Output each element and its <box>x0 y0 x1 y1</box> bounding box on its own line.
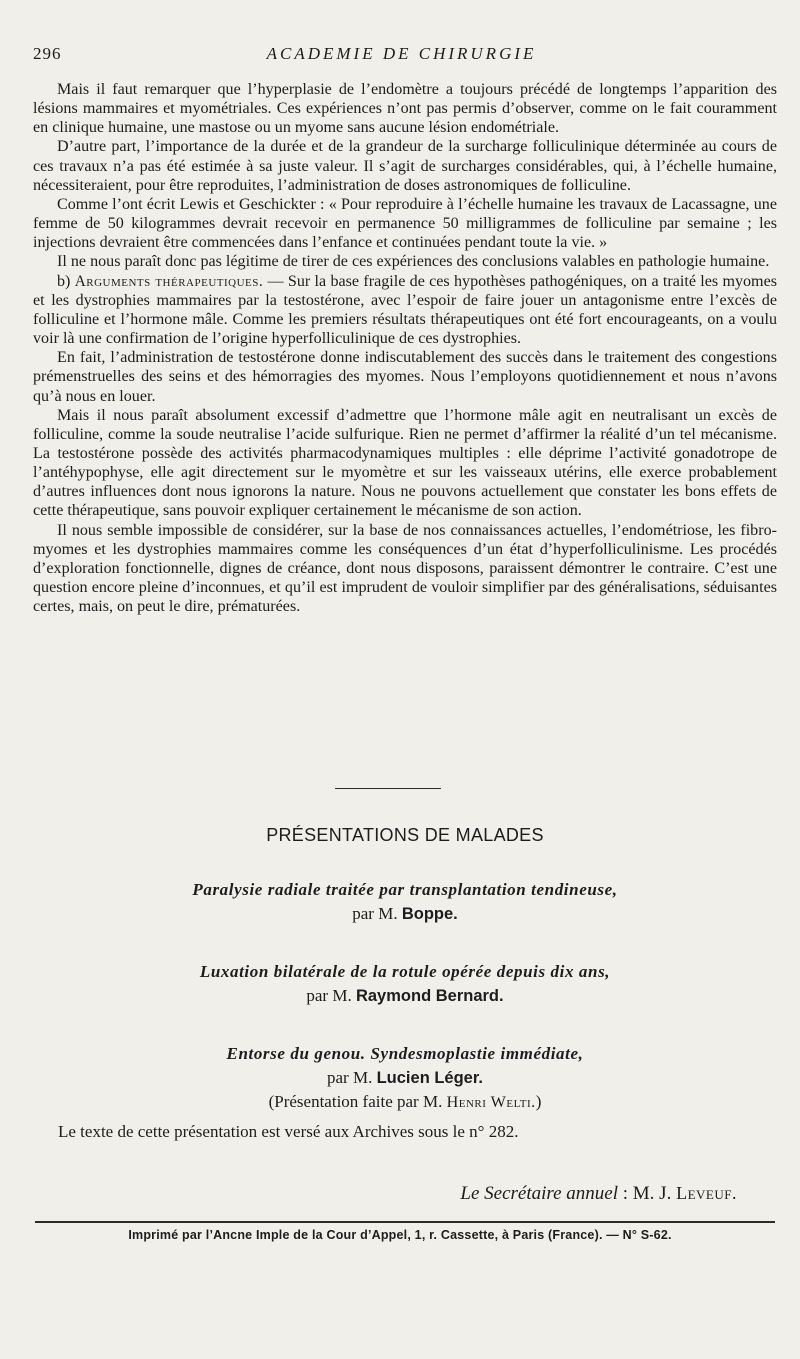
paragraph: Mais il faut remarquer que l’hyperplasie de l’endomètre a toujours précédé de longtemps l’apparition des lésions mammaires et myométriales. Ces expériences n’ont pas permis d’observer, comme on le fait couramment en clinique humaine, une mastose ou un myome sans aucune lésion endométriale. <box>33 81 777 137</box>
paragraph: D’autre part, l’importance de la durée et de la grandeur de la surcharge folliculinique déterminée au cours de ces travaux n’a pas été estimée à sa juste valeur. Il s’agit de surcharges considérables, qui, à l’échelle humaine, nécessiteraient, pour être reproduites, l’administration de doses astronomiques de folliculine. <box>33 138 777 194</box>
presentation-title: Entorse du genou. Syndesmoplastie immédiate, <box>226 1044 584 1063</box>
signature-role: Le Secrétaire annuel <box>460 1183 618 1204</box>
article-body <box>33 80 777 616</box>
presentation-note: (Présentation faite par M. Henri Welti.) <box>268 1092 542 1111</box>
running-title: ACADEMIE DE CHIRURGIE <box>266 44 537 63</box>
presenter-name: Henri Welti. <box>446 1094 536 1111</box>
paragraph: Il nous semble impossible de considérer, sur la base de nos connaissances actuelles, l’endométriose, les fibro-myomes et les dystrophies mammaires comme les conséquences d’un état d’hyperfolliculinisme. Les procédés d’exploration fonctionnelle, dignes de créance, dont nous disposons, paraissent démontrer le contraire. C’est une question encore pleine d’inconnues, et qu’il est imprudent de vouloir simplifier par des généralisations, séduisantes certes, mais, on peut le dire, prématurées. <box>33 521 777 616</box>
paragraph: En fait, l’administration de testostérone donne indiscutablement des succès dans le traitement des congestions prémenstruelles des seins et des hémorragies des myomes. Nous l’employons quotidiennement et nous n’avons qu’à nous en louer. <box>33 349 777 405</box>
footer-divider <box>35 1221 775 1223</box>
signature: Le Secrétaire annuel : M. J. Leveuf. <box>460 1183 737 1204</box>
paragraph: Il ne nous paraît donc pas légitime de tirer de ces expériences des conclusions valables en pathologie humaine. <box>57 253 770 271</box>
presentation-author: par M. Lucien Léger. <box>327 1068 483 1087</box>
presentation-author: par M. Boppe. <box>352 904 458 923</box>
archive-note: Le texte de cette présentation est versé aux Archives sous le n° 282. <box>58 1122 519 1141</box>
section-title: PRÉSENTATIONS DE MALADES <box>266 825 544 845</box>
page-header <box>33 44 770 68</box>
presentation-title: Paralysie radiale traitée par transplantation tendineuse, <box>192 880 618 899</box>
presentation-title: Luxation bilatérale de la rotule opérée depuis dix ans, <box>199 962 611 981</box>
author-name: Raymond Bernard. <box>355 987 504 1005</box>
presentations-section <box>33 822 777 1114</box>
paragraph: Comme l’ont écrit Lewis et Geschickter : « Pour reproduire à l’échelle humaine les travaux de Lacassagne, une femme de 50 kilogrammes devrait recevoir en permanence 50 milligrammes de folliculine par semaine ; les injections devraient être commencées dans l’enfance et continuées pendant toute la vie. » <box>33 195 777 252</box>
section-divider <box>335 788 441 789</box>
signature-initials: M. J. <box>632 1183 677 1204</box>
paragraph-text: — Sur la base fragile de ces hypothèses pathogéniques, on a traité les myomes et les dystrophies mammaires par la testostérone, avec l’espoir de faire jouer un antagonisme entre l’excès de folliculine et l’hormone mâle. Comme les premiers résultats thérapeutiques ont été fort encourageants, on a voulu voir là une confirmation de l’origine hyperfolliculinique de ces dystrophies. <box>33 272 777 348</box>
page-number: 296 <box>33 44 62 63</box>
presentation-author: par M. Raymond Bernard. <box>306 986 504 1005</box>
subheading: Arguments thérapeutiques. <box>74 272 264 290</box>
paragraph: Mais il nous paraît absolument excessif d’admettre que l’hormone mâle agit en neutralisant un excès de folliculine, comme la soude neutralise l’acide sulfurique. Rien ne permet d’affirmer la réalité d’un tel mécanisme. La testostérone possède des activités pharmacodynamiques multiples : elle déprime l’activité gonadotrope de l’antéhypophyse, elle agit directement sur le myomètre et sur les vaisseaux utérins, elle exerce probablement d’autres influences dont nous ignorons la nature. Nous ne pouvons actuellement que constater les bons effets de cette thérapeutique, sans pouvoir expliquer certainement le mécanisme de son action. <box>33 406 777 520</box>
author-name: Lucien Léger. <box>376 1069 483 1087</box>
author-name: Boppe. <box>401 905 458 923</box>
paragraph-therapeutic-arguments <box>33 272 777 349</box>
signature-name: Leveuf. <box>676 1183 737 1203</box>
list-marker: b) <box>57 272 75 290</box>
printer-imprint: Imprimé par l’Ancne Imple de la Cour d’Appel, 1, r. Cassette, à Paris (France). — N° S-62. <box>128 1228 672 1242</box>
